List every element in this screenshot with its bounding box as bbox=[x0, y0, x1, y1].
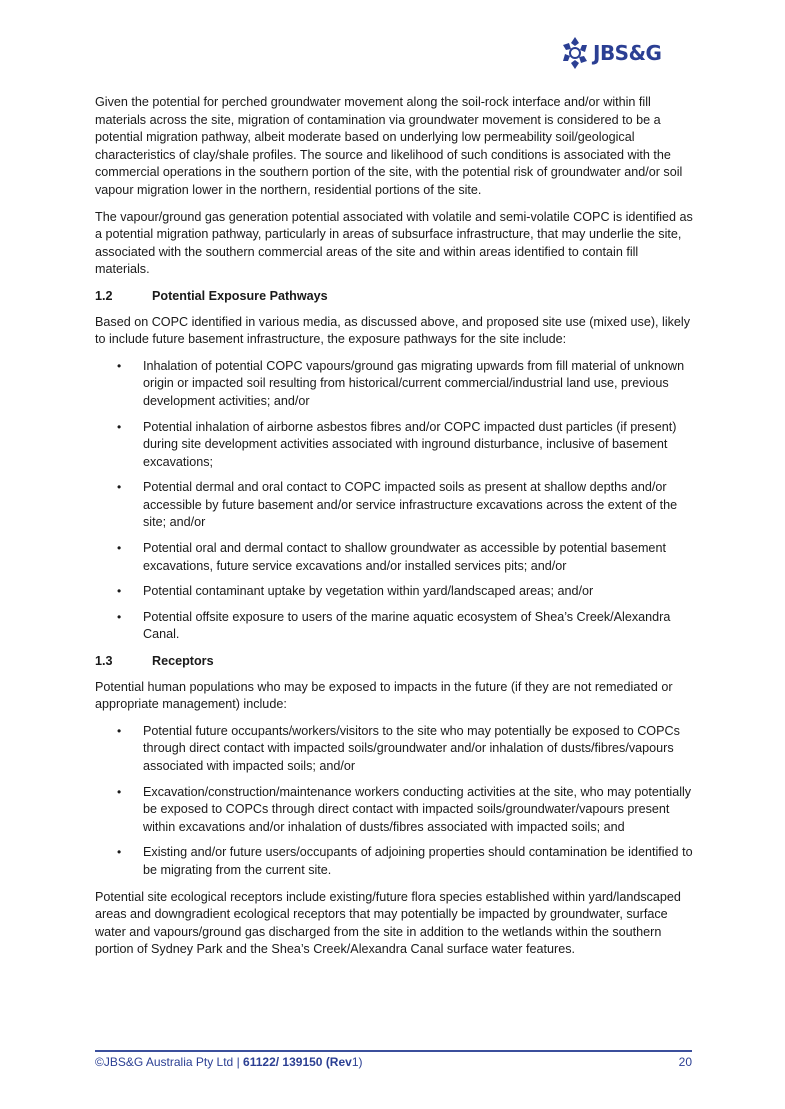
paragraph-exposure-intro: Based on COPC identified in various media, as discussed above, and proposed site use (mixed use), likely to include future basement infrastructure, the exposure pathways for the site include: bbox=[95, 314, 691, 347]
page-footer bbox=[95, 1050, 692, 1069]
paragraph-ecological-receptors: Potential site ecological receptors include existing/future flora species established within yard/landscaped areas and downgradient ecological receptors that may potentially be impacted by groundwater, surface water and vapours/ground gas discharged from the site in addition to the wetlands within the southern portion of Sydney Park and the Shea’s Creek/Alexandra Canal surface water features. bbox=[95, 889, 681, 957]
list-item: • Potential future occupants/workers/visitors to the site who may potentially be exposed to COPCs through direct contact with impacted soils/groundwater and/or inhalation of dusts/fibres/vapours associated with impacted soils; and/or bbox=[117, 723, 680, 773]
list-item: • Excavation/construction/maintenance workers conducting activities at the site, who may potentially be exposed to COPCs through direct contact with impacted soils/groundwater/vapours present within excavations and/or inhalation of dusts/fibres associated with impacted soils; and bbox=[117, 784, 692, 834]
bullet-icon: • bbox=[117, 609, 122, 624]
section-number: 1.2 bbox=[95, 288, 113, 303]
bullet-icon: • bbox=[117, 584, 122, 599]
footer-left bbox=[95, 1055, 363, 1069]
list-item: • Potential offsite exposure to users of the marine aquatic ecosystem of Shea’s Creek/Alexandra Canal. bbox=[117, 609, 671, 642]
receptors-list bbox=[95, 723, 695, 880]
exposure-pathways-list bbox=[95, 358, 695, 644]
bullet-icon: • bbox=[117, 419, 122, 434]
bullet-icon: • bbox=[117, 784, 122, 799]
footer-rev-num: 1) bbox=[351, 1055, 363, 1069]
logo-text: JBS&G bbox=[593, 41, 662, 65]
bullet-icon: • bbox=[117, 723, 122, 738]
paragraph-receptors-intro: Potential human populations who may be exposed to impacts in the future (if they are not remediated or appropriate management) include: bbox=[95, 679, 673, 712]
paragraph-vapour: The vapour/ground gas generation potential associated with volatile and semi-volatile COPC is identified as a potential migration pathway, particularly in areas of subsurface infrastructure, that may underlie the site, associated with the southern commercial areas of the site and within areas identified to contain fill materials. bbox=[95, 209, 693, 277]
document-body bbox=[95, 94, 695, 968]
section-heading-exposure-pathways bbox=[95, 288, 695, 306]
footer-rev-label: (Rev bbox=[325, 1055, 352, 1069]
list-item: • Existing and/or future users/occupants of adjoining properties should contamination be identified to be migrating from the current site. bbox=[117, 845, 693, 877]
bullet-icon: • bbox=[117, 358, 122, 373]
page-number: 20 bbox=[678, 1055, 692, 1069]
list-item: • Potential inhalation of airborne asbestos fibres and/or COPC impacted dust particles (if present) during site development activities associated with inground disturbance, inclusive of basement excavations; bbox=[117, 419, 677, 469]
section-title: Potential Exposure Pathways bbox=[152, 288, 328, 303]
section-title: Receptors bbox=[152, 654, 214, 669]
list-item: • Potential oral and dermal contact to shallow groundwater as accessible by potential basement excavations, future service excavations and/or installed services pits; and/or bbox=[117, 541, 666, 573]
footer-ref: 61122/ 139150 bbox=[243, 1055, 323, 1069]
list-item: • Inhalation of potential COPC vapours/ground gas migrating upwards from fill material of unknown origin or impacted soil resulting from historical/current commercial/industrial land use, previous development activities; and/or bbox=[117, 358, 685, 408]
section-number: 1.3 bbox=[95, 654, 113, 669]
paragraph-groundwater: Given the potential for perched groundwater movement along the soil-rock interface and/or within fill materials across the site, migration of contamination via groundwater movement is considered to be a potential migration pathway, albeit moderate based on underlying low permeability soil/geological characteristics of clay/shale profiles. The source and likelihood of such conditions is associated with the commercial operations in the southern portion of the site, with the potential risk of groundwater and/or soil vapour migration lower in the northern, residential portions of the site. bbox=[95, 95, 683, 197]
list-item: • Potential contaminant uptake by vegetation within yard/landscaped areas; and/or bbox=[95, 583, 695, 601]
footer-company: ©JBS&G Australia Pty Ltd bbox=[95, 1055, 234, 1069]
section-heading-receptors bbox=[95, 653, 695, 671]
company-logo bbox=[560, 36, 661, 70]
bullet-icon: • bbox=[117, 845, 122, 860]
bullet-icon: • bbox=[117, 541, 122, 556]
jbsg-emblem-icon bbox=[560, 36, 590, 70]
bullet-icon: • bbox=[117, 480, 122, 495]
list-item: • Potential dermal and oral contact to COPC impacted soils as present at shallow depths and/or accessible by future basement and/or service infrastructure excavations across the extent of the site; and/or bbox=[117, 480, 678, 530]
footer-separator: | bbox=[236, 1055, 240, 1069]
